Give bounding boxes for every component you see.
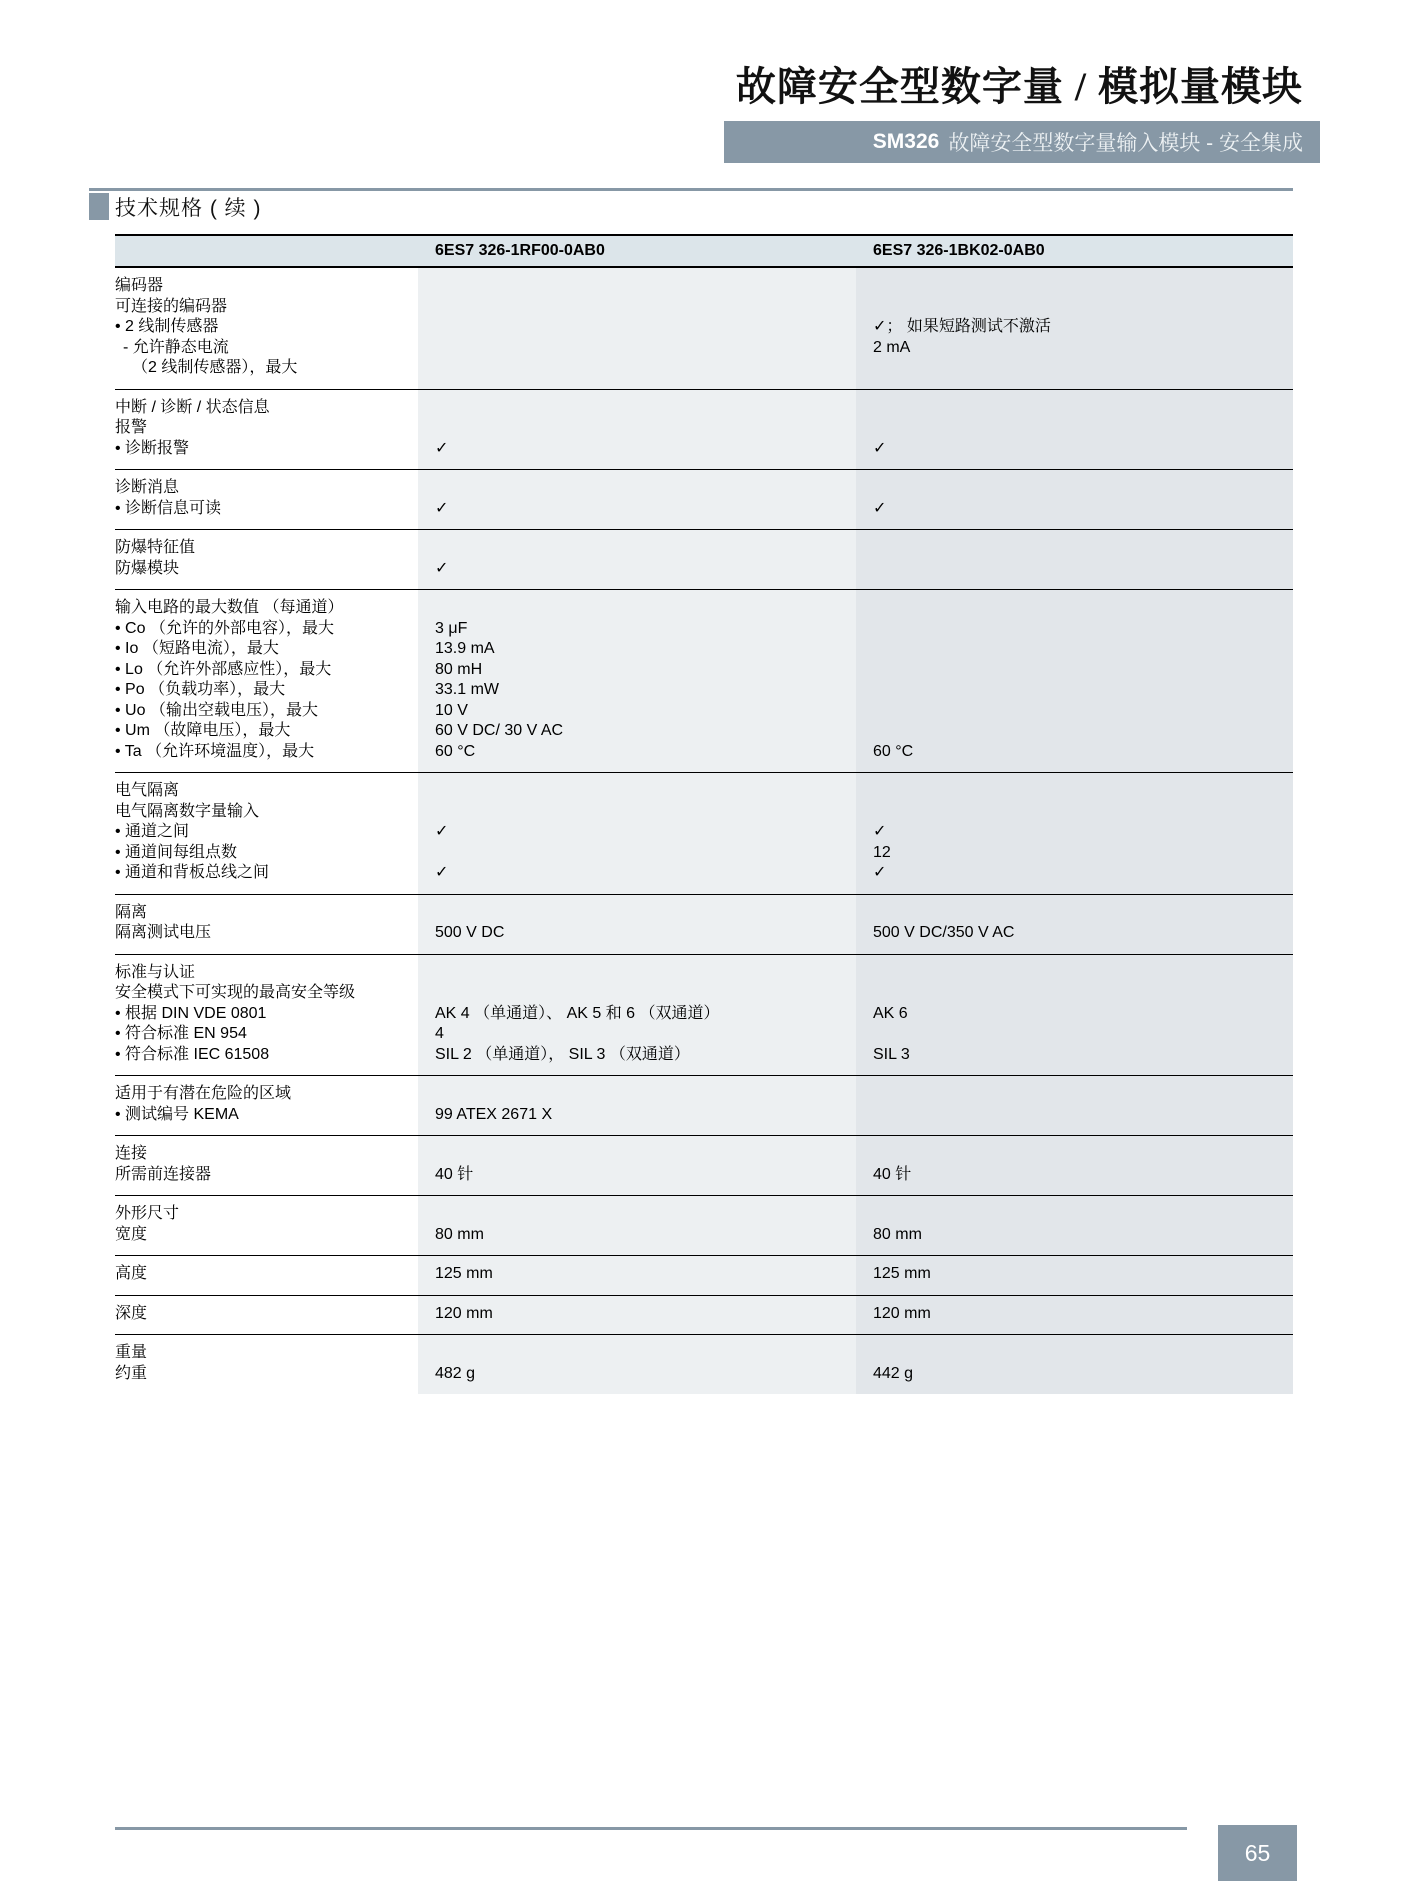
spec-value-cell: [418, 297, 856, 318]
spec-label-column: [115, 530, 418, 589]
spec-label-column: [115, 1136, 418, 1195]
spec-value-column: [418, 1335, 856, 1394]
spec-value-cell: [856, 619, 1293, 640]
spec-value-column: [418, 1196, 856, 1255]
spec-row-label: 诊断消息: [115, 479, 180, 496]
spec-value-column: [856, 1335, 1293, 1394]
spec-row-label: • Io （短路电流），最大: [115, 640, 279, 657]
spec-label-column: [115, 590, 418, 772]
spec-row-label: • 诊断信息可读: [115, 499, 222, 517]
spec-row-label: 连接: [115, 1145, 148, 1162]
spec-value-cell: [418, 802, 856, 823]
banner-model-label: SM326: [872, 130, 940, 153]
spec-row-label: • 根据 DIN VDE 0801: [115, 1004, 267, 1022]
spec-value-cell: ✓: [435, 559, 449, 577]
spec-value-cell: [856, 1204, 1293, 1225]
spec-row-label: • Uo （输出空载电压），最大: [115, 701, 318, 719]
spec-value-cell: 99 ATEX 2671 X: [435, 1105, 553, 1123]
spec-label-column: [115, 1296, 418, 1335]
spec-value-cell: SIL 3: [873, 1045, 910, 1063]
spec-value-cell: [856, 538, 1293, 559]
spec-value-cell: ✓: [435, 499, 449, 517]
spec-value-cell: 10 V: [435, 701, 468, 719]
spec-value-cell: ✓: [435, 439, 449, 457]
spec-value-cell: 13.9 mA: [435, 640, 495, 657]
spec-value-column: [418, 390, 856, 470]
spec-label-column: [115, 268, 418, 389]
spec-row-label: 约重: [115, 1364, 148, 1382]
spec-value-column: [418, 268, 856, 389]
spec-value-cell: [418, 478, 856, 499]
spec-value-column: [856, 955, 1293, 1076]
spec-label-column: [115, 1256, 418, 1295]
spec-value-cell: [418, 598, 856, 619]
spec-value-cell: [418, 1204, 856, 1225]
spec-section: [115, 1335, 1293, 1394]
spec-row-label: 重量: [115, 1344, 148, 1361]
spec-value-cell: [418, 903, 856, 924]
spec-row-label: • Co （允许的外部电容），最大: [115, 619, 334, 637]
spec-section: [115, 773, 1293, 895]
spec-row-label: • 符合标准 IEC 61508: [115, 1045, 270, 1063]
spec-value-column: [418, 773, 856, 894]
spec-value-column: [418, 590, 856, 772]
spec-label-column: [115, 1196, 418, 1255]
spec-value-cell: [418, 1144, 856, 1165]
spec-section: [115, 530, 1293, 590]
spec-section: [115, 268, 1293, 390]
spec-row-label: • 通道间每组点数: [115, 843, 238, 861]
spec-value-cell: ✓: [435, 864, 449, 881]
spec-value-cell: [856, 398, 1293, 419]
spec-value-column: [856, 1296, 1293, 1335]
spec-row-label: 电气隔离数字量输入: [115, 802, 260, 820]
spec-section: [115, 1296, 1293, 1336]
spec-value-cell: 60 V DC/ 30 V AC: [435, 722, 564, 739]
spec-row-label: 报警: [115, 419, 148, 436]
spec-value-cell: ✓: [873, 864, 887, 881]
spec-value-cell: [856, 639, 1293, 660]
spec-value-cell: [856, 701, 1293, 722]
spec-row-label: 安全模式下可实现的最高安全等级: [115, 984, 356, 1001]
spec-row-label: 高度: [115, 1265, 148, 1282]
spec-row-label: 标准与认证: [115, 963, 196, 981]
spec-value-cell: 60 °C: [435, 742, 476, 760]
page-title: 故障安全型数字量 / 模拟量模块: [735, 64, 1303, 109]
spec-value-cell: [856, 598, 1293, 619]
spec-value-cell: 33.1 mW: [435, 681, 500, 698]
spec-label-column: [115, 1076, 418, 1135]
spec-value-cell: [418, 358, 856, 379]
spec-value-cell: 125 mm: [435, 1265, 493, 1282]
spec-value-cell: [418, 963, 856, 984]
spec-value-column: [418, 1256, 856, 1295]
spec-value-cell: [418, 276, 856, 297]
column-header-model-2: 6ES7 326-1BK02-0AB0: [873, 242, 1045, 259]
spec-section: [115, 1256, 1293, 1296]
spec-value-cell: [856, 478, 1293, 499]
spec-value-cell: ✓； 如果短路测试不激活: [873, 318, 1051, 335]
spec-value-cell: [418, 398, 856, 419]
spec-value-cell: [418, 338, 856, 359]
spec-row-label: 防爆特征值: [115, 539, 196, 556]
spec-section: [115, 955, 1293, 1077]
spec-value-column: [856, 895, 1293, 954]
spec-row-label: • Lo （允许外部感应性），最大: [115, 660, 332, 678]
section-marker-square: [89, 193, 109, 220]
spec-value-cell: [856, 1105, 1293, 1126]
spec-value-cell: 2 mA: [873, 338, 911, 356]
footer-rule: [115, 1827, 1187, 1830]
spec-value-cell: 500 V DC: [435, 924, 505, 941]
spec-value-cell: [856, 721, 1293, 742]
spec-value-cell: [418, 983, 856, 1004]
spec-row-label: 宽度: [115, 1225, 148, 1243]
spec-value-cell: [856, 660, 1293, 681]
spec-value-column: [418, 895, 856, 954]
table-header-row: [115, 234, 1293, 268]
spec-row-label: • 2 线制传感器: [115, 318, 219, 335]
spec-value-column: [856, 530, 1293, 589]
spec-section: [115, 1136, 1293, 1196]
spec-value-cell: [856, 358, 1293, 379]
spec-value-column: [856, 590, 1293, 772]
spec-row-label: 输入电路的最大数值 （每通道）: [115, 599, 344, 616]
spec-value-column: [856, 773, 1293, 894]
spec-value-column: [856, 390, 1293, 470]
spec-value-cell: [856, 1343, 1293, 1364]
spec-row-label: 编码器: [115, 277, 164, 294]
spec-value-cell: 500 V DC/350 V AC: [873, 924, 1015, 941]
spec-value-column: [856, 1076, 1293, 1135]
spec-value-cell: 80 mH: [435, 660, 483, 678]
spec-value-cell: [856, 802, 1293, 823]
spec-row-label: 中断 / 诊断 / 状态信息: [115, 398, 270, 416]
spec-section: [115, 390, 1293, 471]
spec-value-column: [856, 1196, 1293, 1255]
spec-label-column: [115, 895, 418, 954]
spec-value-cell: 120 mm: [873, 1304, 931, 1322]
spec-row-label: 隔离: [115, 903, 148, 921]
spec-value-column: [856, 470, 1293, 529]
spec-value-cell: 482 g: [435, 1364, 476, 1382]
spec-value-column: [418, 955, 856, 1076]
spec-value-cell: 442 g: [873, 1364, 914, 1382]
spec-row-label: 防爆模块: [115, 559, 180, 577]
spec-value-cell: AK 6: [873, 1004, 908, 1022]
banner-subtitle: 故障安全型数字量输入模块 - 安全集成: [948, 132, 1303, 155]
spec-value-cell: ✓: [873, 823, 887, 840]
spec-value-cell: [856, 1024, 1293, 1045]
spec-value-cell: 80 mm: [873, 1225, 922, 1243]
spec-value-cell: 60 °C: [873, 742, 914, 760]
spec-row-label: • 测试编号 KEMA: [115, 1105, 239, 1123]
spec-value-cell: ✓: [435, 823, 449, 840]
spec-row-label: 可连接的编码器: [115, 297, 228, 315]
spec-value-cell: [418, 781, 856, 802]
spec-value-cell: [856, 297, 1293, 318]
spec-value-cell: [856, 781, 1293, 802]
spec-row-label: 电气隔离: [115, 782, 180, 799]
spec-label-column: [115, 773, 418, 894]
spec-value-cell: [856, 963, 1293, 984]
spec-row-label: （2 线制传感器），最大: [132, 359, 298, 376]
spec-label-column: [115, 470, 418, 529]
column-header-model-1: 6ES7 326-1RF00-0AB0: [435, 242, 605, 259]
spec-section: [115, 895, 1293, 955]
spec-row-label: • 诊断报警: [115, 439, 190, 457]
spec-value-column: [418, 470, 856, 529]
section-heading: 技术规格 ( 续 ): [115, 197, 262, 220]
spec-value-cell: 40 针: [873, 1165, 912, 1183]
spec-value-column: [418, 530, 856, 589]
spec-row-label: 所需前连接器: [115, 1165, 212, 1183]
spec-value-cell: ✓: [873, 499, 887, 517]
spec-value-cell: [856, 1144, 1293, 1165]
spec-value-cell: [856, 559, 1293, 580]
spec-value-cell: [856, 276, 1293, 297]
spec-value-column: [418, 1296, 856, 1335]
spec-value-column: [418, 1076, 856, 1135]
spec-row-label: • 符合标准 EN 954: [115, 1025, 247, 1042]
spec-section: [115, 1076, 1293, 1136]
spec-row-label: 外形尺寸: [115, 1205, 180, 1222]
spec-table: [115, 234, 1293, 1394]
spec-value-cell: 12: [873, 843, 891, 861]
spec-row-label: 深度: [115, 1304, 148, 1322]
spec-value-cell: [418, 1343, 856, 1364]
spec-value-cell: [856, 903, 1293, 924]
spec-value-cell: SIL 2 （单通道）， SIL 3 （双通道）: [435, 1045, 690, 1063]
spec-value-cell: [418, 1084, 856, 1105]
spec-value-cell: [856, 418, 1293, 439]
spec-value-cell: [856, 1084, 1293, 1105]
spec-value-cell: 125 mm: [873, 1265, 931, 1282]
product-banner: [724, 121, 1320, 163]
page-number: 65: [1244, 1839, 1271, 1866]
spec-value-cell: [418, 843, 856, 864]
spec-row-label: • Po （负载功率），最大: [115, 681, 286, 698]
spec-row-label: • 通道和背板总线之间: [115, 864, 270, 881]
spec-value-cell: 80 mm: [435, 1225, 484, 1243]
spec-value-cell: AK 4 （单通道）、 AK 5 和 6 （双通道）: [435, 1004, 720, 1022]
spec-value-cell: 3 μF: [435, 619, 468, 637]
spec-value-cell: [418, 418, 856, 439]
spec-value-column: [418, 1136, 856, 1195]
spec-label-column: [115, 955, 418, 1076]
spec-value-column: [856, 1256, 1293, 1295]
spec-row-label: 隔离测试电压: [115, 924, 212, 941]
spec-label-column: [115, 1335, 418, 1394]
spec-row-label: • 通道之间: [115, 823, 190, 840]
spec-row-label: 适用于有潜在危险的区域: [115, 1085, 292, 1102]
spec-row-label: • Ta （允许环境温度），最大: [115, 742, 315, 760]
spec-value-column: [856, 1136, 1293, 1195]
spec-value-column: [856, 268, 1293, 389]
spec-value-cell: [418, 317, 856, 338]
spec-value-cell: 40 针: [435, 1165, 474, 1183]
spec-value-cell: ✓: [873, 439, 887, 457]
heading-rule: [89, 188, 1293, 191]
spec-value-cell: 120 mm: [435, 1304, 493, 1322]
spec-section: [115, 470, 1293, 530]
page-number-box: [1218, 1825, 1297, 1881]
spec-section: [115, 1196, 1293, 1256]
spec-label-column: [115, 390, 418, 470]
spec-value-cell: 4: [435, 1025, 444, 1042]
spec-value-cell: [856, 983, 1293, 1004]
spec-row-label: • Um （故障电压），最大: [115, 722, 291, 739]
spec-value-cell: [856, 680, 1293, 701]
spec-section: [115, 590, 1293, 773]
spec-value-cell: [418, 538, 856, 559]
spec-row-label: - 允许静态电流: [123, 338, 229, 356]
